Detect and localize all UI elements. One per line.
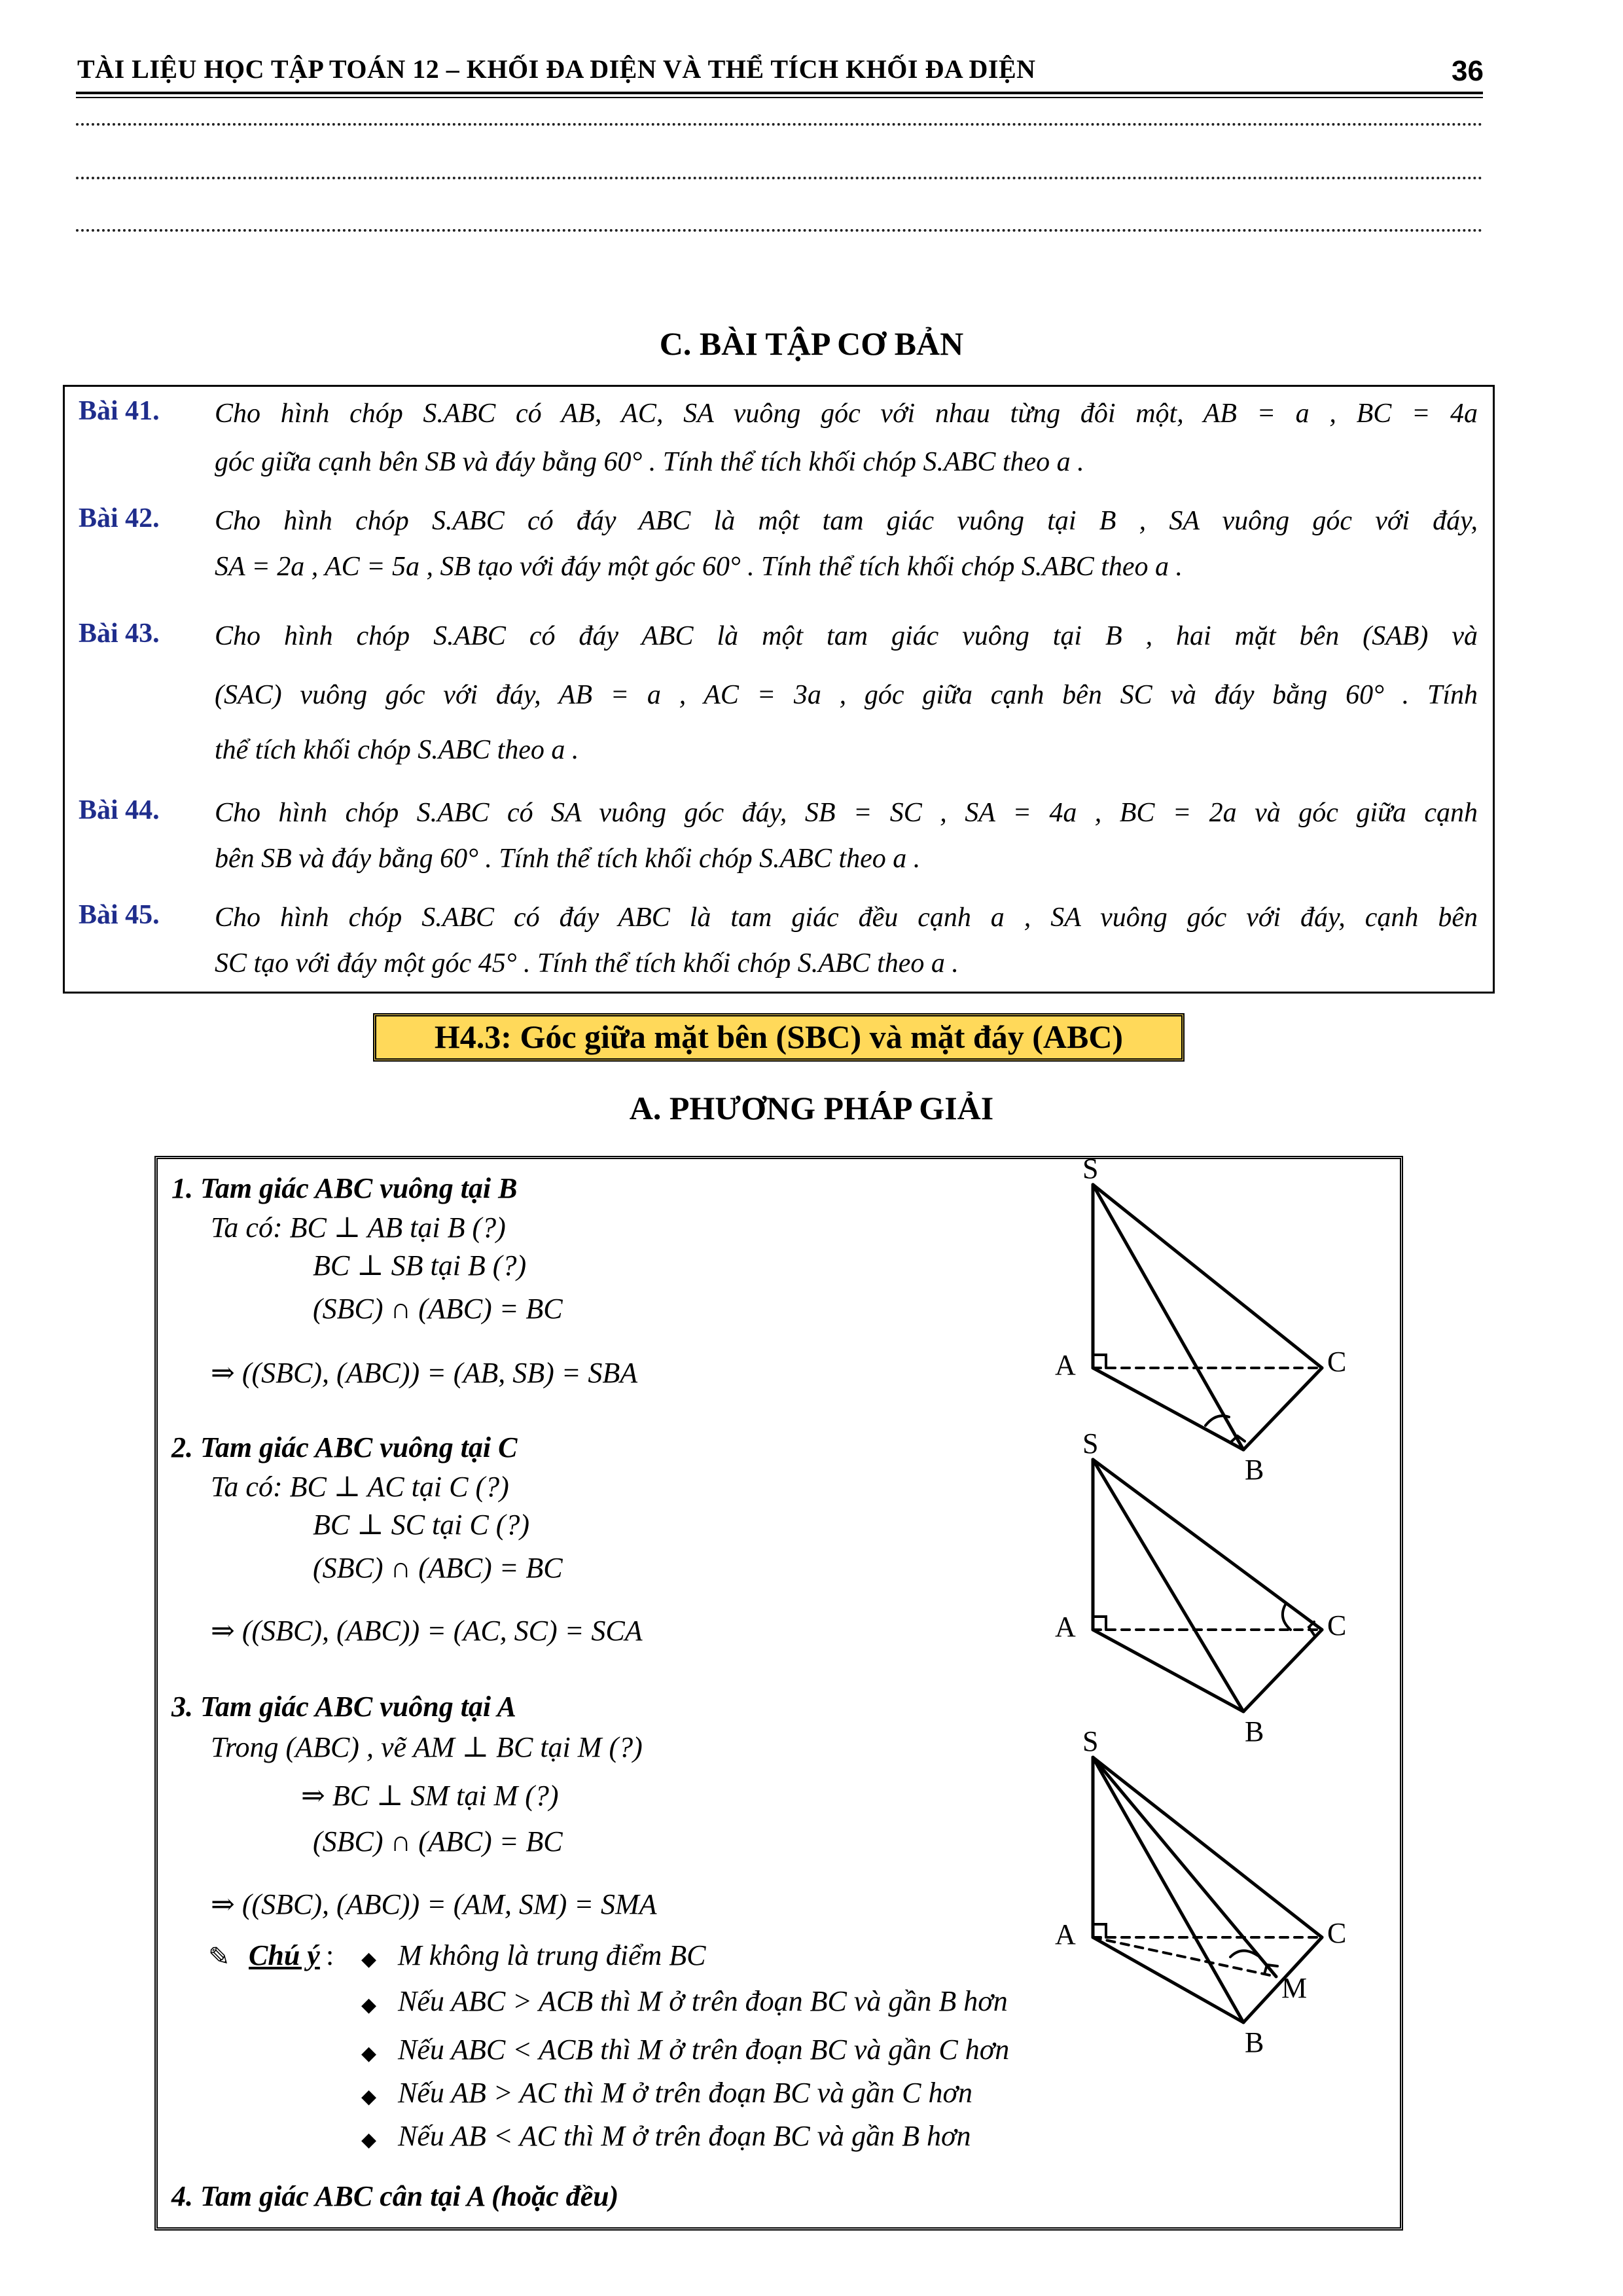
case-heading: 2. Tam giác ABC vuông tại C <box>171 1431 518 1463</box>
section-c-title: C. BÀI TẬP CƠ BẢN <box>659 325 964 362</box>
case-line: BC ⊥ SC tại C (?) <box>313 1509 530 1541</box>
exercise-label: Bài 42. <box>79 503 160 533</box>
case-line: (SBC) ∩ (ABC) = BC <box>313 1293 563 1325</box>
exercise-label: Bài 41. <box>79 396 160 426</box>
page-number: 36 <box>1452 55 1484 87</box>
note-item: Nếu ABC < ACB thì M ở trên đoạn BC và gần C hơn <box>398 2034 1010 2066</box>
label-c: C <box>1327 1917 1347 1949</box>
note-label: Chú ý <box>249 1939 320 1971</box>
header-rule-thin <box>76 97 1483 98</box>
label-s: S <box>1082 1427 1099 1460</box>
exercise-text: SA = 2a , AC = 5a , SB tạo với đáy một góc 60° . Tính thể tích khối chóp S.ABC theo a . <box>215 552 1183 582</box>
case-heading: 1. Tam giác ABC vuông tại B <box>171 1172 518 1204</box>
note-colon: : <box>326 1939 334 1971</box>
diamond-bullet-icon: ◆ <box>361 2129 377 2151</box>
case-line: Ta có: BC ⊥ AC tại C (?) <box>211 1471 509 1503</box>
exercise-text: góc giữa cạnh bên SB và đáy bằng 60° . Tính thể tích khối chóp S.ABC theo a . <box>215 447 1084 477</box>
diamond-bullet-icon: ◆ <box>361 2043 377 2064</box>
pyramid-figure-case2 <box>1093 1460 1322 1712</box>
case-line: ⇒ ((SBC), (ABC)) = (AC, SC) = SCA <box>211 1615 643 1647</box>
label-c: C <box>1327 1346 1347 1378</box>
topic-banner: H4.3: Góc giữa mặt bên (SBC) và mặt đáy (ABC) <box>373 1013 1185 1062</box>
exercise-text: Cho hình chóp S.ABC có AB, AC, SA vuông góc với nhau từng đôi một, AB = a , BC = 4a <box>215 399 1478 429</box>
case-heading: 3. Tam giác ABC vuông tại A <box>171 1691 516 1723</box>
case-line: (SBC) ∩ (ABC) = BC <box>313 1552 563 1584</box>
exercise-text: Cho hình chóp S.ABC có đáy ABC là một tam giác vuông tại B , hai mặt bên (SAB) và <box>215 621 1478 651</box>
label-b: B <box>1245 1715 1264 1748</box>
dotted-answer-line <box>76 177 1483 179</box>
label-b: B <box>1245 1454 1264 1486</box>
diamond-bullet-icon: ◆ <box>361 2086 377 2108</box>
dotted-answer-line <box>76 229 1483 232</box>
note-item: Nếu ABC > ACB thì M ở trên đoạn BC và gần B hơn <box>398 1985 1008 2017</box>
exercise-text: Cho hình chóp S.ABC có SA vuông góc đáy, SB = SC , SA = 4a , BC = 2a và góc giữa cạnh <box>215 798 1478 828</box>
exercise-text: bên SB và đáy bằng 60° . Tính thể tích khối chóp S.ABC theo a . <box>215 844 921 874</box>
case-line: BC ⊥ SB tại B (?) <box>313 1249 527 1282</box>
dotted-answer-line <box>76 123 1483 126</box>
exercise-text: Cho hình chóp S.ABC có đáy ABC là một tam giác vuông tại B , SA vuông góc với đáy, <box>215 506 1478 536</box>
diamond-bullet-icon: ◆ <box>361 1994 377 2016</box>
label-a: A <box>1055 1918 1076 1950</box>
case-heading: 4. Tam giác ABC cân tại A (hoặc đều) <box>171 2180 619 2212</box>
case-line: ⇒ BC ⊥ SM tại M (?) <box>301 1780 559 1812</box>
pencil-icon: ✎ <box>208 1942 230 1971</box>
case-line: Ta có: BC ⊥ AB tại B (?) <box>211 1211 506 1244</box>
label-a: A <box>1055 1611 1076 1643</box>
exercise-text: SC tạo với đáy một góc 45° . Tính thể tích khối chóp S.ABC theo a . <box>215 948 959 978</box>
diamond-bullet-icon: ◆ <box>361 1948 377 1970</box>
case-line: (SBC) ∩ (ABC) = BC <box>313 1825 563 1857</box>
header-rule <box>76 92 1483 94</box>
note-item: Nếu AB > AC thì M ở trên đoạn BC và gần C hơn <box>398 2077 973 2109</box>
pyramid-figures <box>1034 1152 1400 2212</box>
section-a-title: A. PHƯƠNG PHÁP GIẢI <box>629 1090 994 1126</box>
note-item: M không là trung điểm BC <box>398 1939 706 1971</box>
label-m: M <box>1281 1972 1308 2004</box>
case-line: ⇒ ((SBC), (ABC)) = (AM, SM) = SMA <box>211 1888 657 1920</box>
exercise-label: Bài 45. <box>79 900 160 930</box>
exercise-label: Bài 43. <box>79 619 160 649</box>
label-s: S <box>1082 1153 1099 1185</box>
label-c: C <box>1327 1609 1347 1641</box>
exercise-text: thể tích khối chóp S.ABC theo a . <box>215 735 579 765</box>
label-b: B <box>1245 2026 1264 2058</box>
case-line: Trong (ABC) , vẽ AM ⊥ BC tại M (?) <box>211 1731 643 1763</box>
exercise-label: Bài 44. <box>79 795 160 825</box>
header-title: TÀI LIỆU HỌC TẬP TOÁN 12 – KHỐI ĐA DIỆN VÀ THỂ TÍCH KHỐI ĐA DIỆN <box>77 54 1036 84</box>
label-a: A <box>1055 1349 1076 1381</box>
pyramid-figure-case1 <box>1093 1185 1322 1450</box>
case-line: ⇒ ((SBC), (ABC)) = (AB, SB) = SBA <box>211 1357 638 1389</box>
exercise-text: Cho hình chóp S.ABC có đáy ABC là tam giác đều cạnh a , SA vuông góc với đáy, cạnh bên <box>215 903 1478 933</box>
note-item: Nếu AB < AC thì M ở trên đoạn BC và gần B hơn <box>398 2120 971 2152</box>
exercise-text: (SAC) vuông góc với đáy, AB = a , AC = 3a , góc giữa cạnh bên SC và đáy bằng 60° . Tính <box>215 680 1478 710</box>
label-s: S <box>1082 1725 1099 1757</box>
